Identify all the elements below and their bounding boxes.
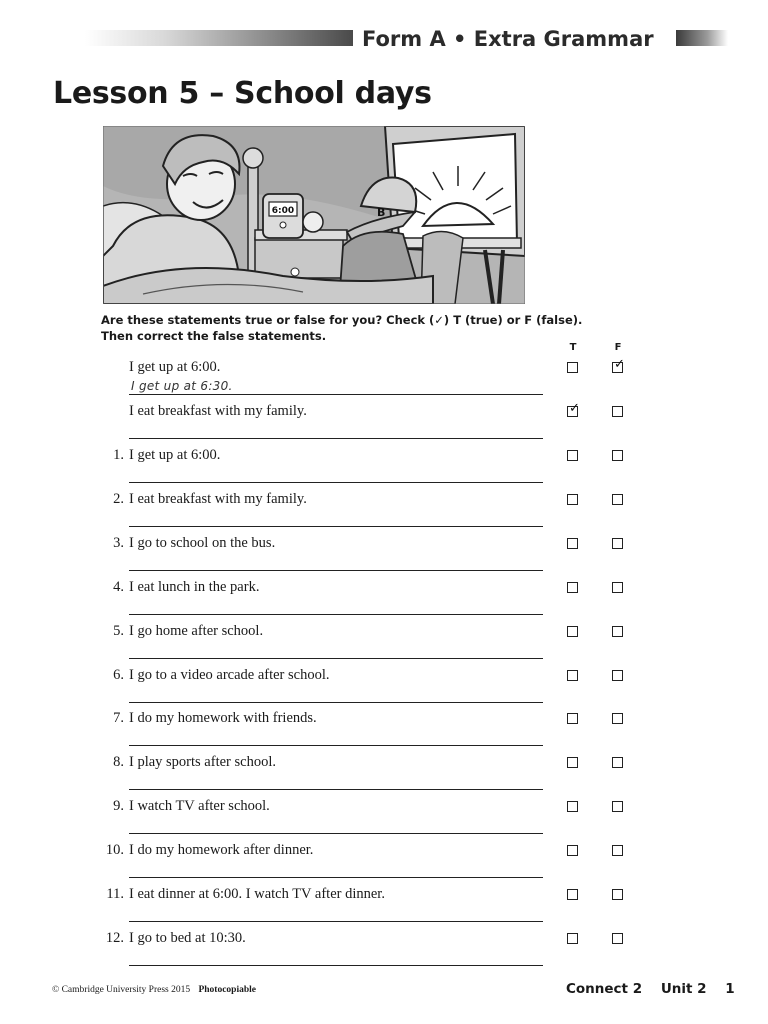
checkmark-icon: ✓ [614,357,625,372]
item-5-false-checkbox[interactable] [612,626,623,637]
example-1-text: I get up at 6:00. [129,359,221,375]
item-1-text: I get up at 6:00. [129,447,221,463]
item-1-true-checkbox[interactable] [567,450,578,461]
instructions [101,312,601,344]
item-9-false-checkbox[interactable] [612,801,623,812]
item-10-answer-line [129,877,543,878]
page-number: 1 [725,981,735,997]
column-header-true: T [569,342,577,353]
item-7-false-checkbox[interactable] [612,713,623,724]
header-gradient-bar-right [676,30,728,46]
item-4-number: 4. [113,579,124,595]
item-8-true-checkbox[interactable] [567,757,578,768]
item-6-true-checkbox[interactable] [567,670,578,681]
example-1-false-checkbox[interactable] [612,357,625,373]
item-3-answer-line [129,570,543,571]
example-2-answer-line [129,438,543,439]
item-9-number: 9. [113,798,124,814]
item-4-text: I eat lunch in the park. [129,579,260,595]
item-10-false-checkbox[interactable] [612,845,623,856]
item-8-answer-line [129,789,543,790]
item-6-text: I go to a video arcade after school. [129,667,330,683]
item-7-true-checkbox[interactable] [567,713,578,724]
item-6-false-checkbox[interactable] [612,670,623,681]
header-title: Form A • Extra Grammar [362,27,654,51]
item-6-answer-line [129,702,543,703]
item-11-false-checkbox[interactable] [612,889,623,900]
example-1-true-checkbox[interactable] [567,362,578,373]
footer-copyright [52,985,256,995]
item-6-number: 6. [113,667,124,683]
item-11-number: 11. [106,886,124,902]
item-1-answer-line [129,482,543,483]
item-10-text: I do my homework after dinner. [129,842,314,858]
item-9-true-checkbox[interactable] [567,801,578,812]
item-10-number: 10. [105,842,124,858]
item-11-answer-line [129,921,543,922]
item-2-true-checkbox[interactable] [567,494,578,505]
item-11-true-checkbox[interactable] [567,889,578,900]
item-7-answer-line [129,745,543,746]
item-5-text: I go home after school. [129,623,264,639]
item-5-answer-line [129,658,543,659]
item-8-text: I play sports after school. [129,754,276,770]
item-5-number: 5. [113,623,124,639]
item-4-false-checkbox[interactable] [612,582,623,593]
example-2-text: I eat breakfast with my family. [129,403,307,419]
instructions-line-2: Then correct the false statements. [101,329,327,343]
checkmark-icon: ✓ [569,401,580,416]
item-11-text: I eat dinner at 6:00. I watch TV after dinner. [129,886,385,902]
item-5-true-checkbox[interactable] [567,626,578,637]
item-3-false-checkbox[interactable] [612,538,623,549]
item-12-answer-line [129,965,543,966]
header-gradient-bar-left [85,30,353,46]
item-12-false-checkbox[interactable] [612,933,623,944]
item-3-text: I go to school on the bus. [129,535,276,551]
item-8-false-checkbox[interactable] [612,757,623,768]
item-10-true-checkbox[interactable] [567,845,578,856]
item-1-false-checkbox[interactable] [612,450,623,461]
item-4-true-checkbox[interactable] [567,582,578,593]
example-1-correction: I get up at 6:30. [131,379,233,393]
alarm-clock [263,194,303,238]
footer-unit: Unit 2 [660,981,707,997]
example-2-true-checkbox[interactable] [567,401,580,417]
item-2-false-checkbox[interactable] [612,494,623,505]
item-9-answer-line [129,833,543,834]
lesson-title: Lesson 5 – School days [53,76,432,111]
item-9-text: I watch TV after school. [129,798,270,814]
column-header-false: F [614,342,622,353]
copyright-text: © Cambridge University Press 2015 [52,985,191,995]
example-1-answer-line [129,394,543,395]
photocopiable-label: Photocopiable [198,985,256,995]
item-3-number: 3. [113,535,124,551]
footer-book: Connect 2 [566,981,643,997]
item-4-answer-line [129,614,543,615]
item-2-text: I eat breakfast with my family. [129,491,307,507]
item-7-number: 7. [113,710,124,726]
item-2-answer-line [129,526,543,527]
illustration-boy-waking-up [103,126,525,304]
example-2-false-checkbox[interactable] [612,406,623,417]
footer-page-info [566,981,735,997]
item-12-true-checkbox[interactable] [567,933,578,944]
item-8-number: 8. [113,754,124,770]
cap-letter: B [377,206,386,219]
item-3-true-checkbox[interactable] [567,538,578,549]
item-12-number: 12. [105,930,124,946]
item-12-text: I go to bed at 10:30. [129,930,246,946]
instructions-line-1: Are these statements true or false for you? Check (✓) T (true) or F (false). [101,313,583,327]
item-1-number: 1. [113,447,124,463]
clock-display: 6:00 [271,206,295,216]
item-7-text: I do my homework with friends. [129,710,317,726]
item-2-number: 2. [113,491,124,507]
